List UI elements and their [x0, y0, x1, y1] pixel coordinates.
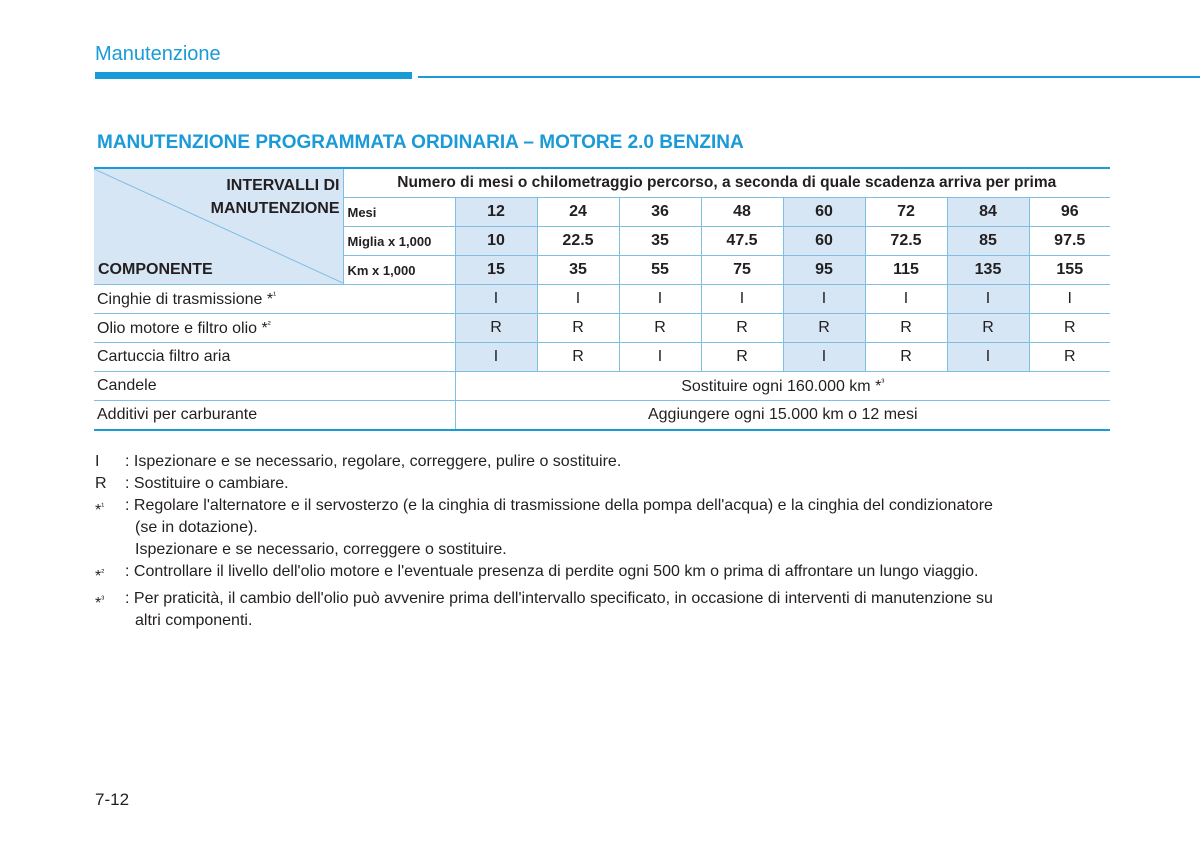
interval-value-cell: 60 [783, 198, 865, 227]
action-cell: I [619, 285, 701, 314]
note-text [125, 588, 1095, 632]
interval-value-cell: 72.5 [865, 227, 947, 256]
page-number: 7-12 [95, 790, 130, 809]
header-row [94, 168, 1110, 198]
footnote-marker: ¹ [273, 289, 277, 300]
note-item [95, 473, 1095, 495]
interval-value-cell: 135 [947, 256, 1029, 285]
note-text [125, 451, 1095, 473]
note-line: : Ispezionare e se necessario, regolare, correggere, pulire o sostituire. [125, 453, 622, 470]
action-span-cell: Sostituire ogni 160.000 km *$^{^3}$ [455, 372, 1110, 401]
interval-value-cell: 96 [1029, 198, 1110, 227]
note-line: : Controllare il livello dell'olio motore e l'eventuale presenza di perdite ogni 500 km o prima di affrontare un lungo viaggio. [125, 563, 979, 580]
note-text [125, 561, 1095, 588]
component-name: Cinghie di trasmissione *$^{^1}$ [94, 285, 455, 314]
footnote-marker: ³ [881, 376, 885, 387]
action-cell: I [947, 343, 1029, 372]
note-text [125, 473, 1095, 495]
action-cell: I [783, 285, 865, 314]
interval-unit-label: Km x 1,000 [343, 256, 455, 285]
action-cell: I [783, 343, 865, 372]
action-cell: I [1029, 285, 1110, 314]
component-name: Olio motore e filtro olio *$^{^2}$ [94, 314, 455, 343]
interval-value-cell: 72 [865, 198, 947, 227]
action-cell: R [537, 343, 619, 372]
intervals-heading: INTERVALLI DI MANUTENZIONE [210, 177, 340, 217]
interval-value-cell: 85 [947, 227, 1029, 256]
note-line: (se in dotazione). [135, 519, 258, 536]
footnote-marker: ² [101, 567, 105, 577]
interval-unit-label: Mesi [343, 198, 455, 227]
action-cell: R [947, 314, 1029, 343]
action-cell: I [947, 285, 1029, 314]
interval-value-cell: 48 [701, 198, 783, 227]
maintenance-schedule-table [94, 167, 1110, 431]
table-title: MANUTENZIONE PROGRAMMATA ORDINARIA – MOTORE 2.0 BENZINA [97, 132, 744, 153]
action-cell: I [701, 285, 783, 314]
component-heading: COMPONENTE [98, 261, 213, 278]
interval-value-cell: 35 [537, 256, 619, 285]
note-key: *$^{^3}$ [95, 594, 105, 612]
action-cell: R [701, 343, 783, 372]
interval-value-cell: 15 [455, 256, 537, 285]
note-item [95, 451, 1095, 473]
note-key: *$^{^2}$ [95, 567, 105, 585]
interval-span-header: Numero di mesi o chilometraggio percorso, a seconda di quale scadenza arriva per prima [343, 168, 1110, 198]
component-row [94, 372, 1110, 401]
action-cell: I [537, 285, 619, 314]
note-item [95, 495, 1095, 561]
interval-value-cell: 84 [947, 198, 1029, 227]
action-cell: I [865, 285, 947, 314]
section-title: Manutenzione [95, 43, 221, 65]
note-line: : Sostituire o cambiare. [125, 475, 289, 492]
action-cell: R [537, 314, 619, 343]
component-row [94, 285, 1110, 314]
action-cell: R [865, 314, 947, 343]
header-rule-thick [95, 72, 412, 79]
action-cell: R [1029, 343, 1110, 372]
interval-value-cell: 24 [537, 198, 619, 227]
interval-value-cell: 22.5 [537, 227, 619, 256]
action-cell: I [455, 343, 537, 372]
footnote-marker: ² [267, 318, 271, 329]
action-cell: R [619, 314, 701, 343]
interval-value-cell: 55 [619, 256, 701, 285]
action-cell: R [1029, 314, 1110, 343]
action-cell: R [701, 314, 783, 343]
interval-value-cell: 10 [455, 227, 537, 256]
interval-value-cell: 155 [1029, 256, 1110, 285]
action-cell: I [455, 285, 537, 314]
interval-value-cell: 115 [865, 256, 947, 285]
component-name: Cartuccia filtro aria [94, 343, 455, 372]
interval-unit-label: Miglia x 1,000 [343, 227, 455, 256]
action-cell: R [455, 314, 537, 343]
interval-value-cell: 12 [455, 198, 537, 227]
notes-legend [95, 451, 1095, 632]
note-line: Ispezionare e se necessario, correggere o sostituire. [135, 541, 507, 558]
action-span-cell: Aggiungere ogni 15.000 km o 12 mesi [455, 401, 1110, 431]
interval-value-cell: 36 [619, 198, 701, 227]
interval-value-cell: 95 [783, 256, 865, 285]
note-key: I [95, 453, 100, 470]
interval-value-cell: 97.5 [1029, 227, 1110, 256]
interval-value-cell: 47.5 [701, 227, 783, 256]
footnote-marker: ¹ [101, 501, 105, 511]
header-rule-thin [418, 76, 1200, 78]
note-item [95, 588, 1095, 632]
note-text [125, 495, 1095, 561]
component-row [94, 401, 1110, 431]
component-name: Candele [94, 372, 455, 401]
interval-value-cell: 75 [701, 256, 783, 285]
action-cell: R [865, 343, 947, 372]
component-row [94, 314, 1110, 343]
component-row [94, 343, 1110, 372]
component-name: Additivi per carburante [94, 401, 455, 431]
interval-value-cell: 60 [783, 227, 865, 256]
action-cell: R [783, 314, 865, 343]
footnote-marker: ³ [101, 594, 105, 604]
note-line: : Regolare l'alternatore e il servosterzo (e la cinghia di trasmissione della pompa dell'acqua) e la cinghia del condizionatore [125, 497, 993, 514]
action-cell: I [619, 343, 701, 372]
note-item [95, 561, 1095, 588]
note-line: : Per praticità, il cambio dell'olio può avvenire prima dell'intervallo specificato, in occasione di interventi di manutenzione su [125, 590, 993, 607]
note-line: altri componenti. [135, 612, 253, 629]
note-key: *$^{^1}$ [95, 501, 105, 519]
interval-value-cell: 35 [619, 227, 701, 256]
corner-header-cell [94, 168, 343, 285]
note-key: R [95, 475, 107, 492]
